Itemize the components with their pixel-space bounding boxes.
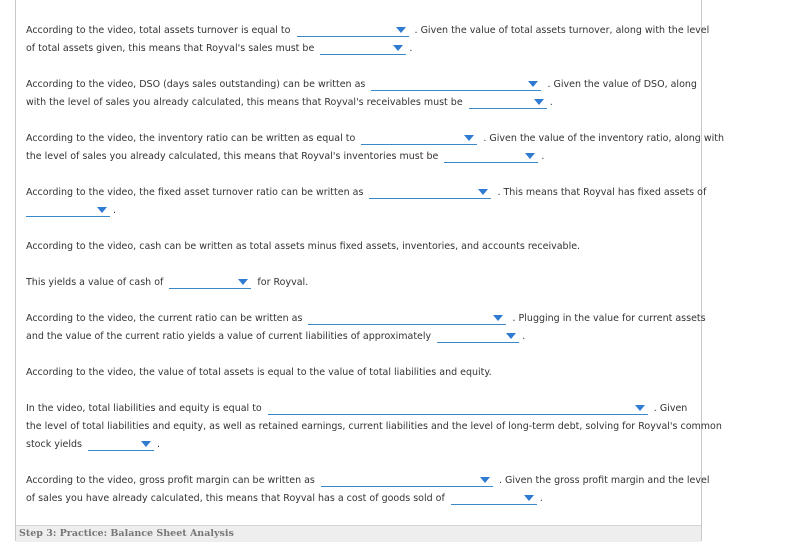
q3-text-c: the level of sales you already calculated, this means that Royval's inventories must be: [26, 151, 439, 162]
q5-text-a: This yields a value of cash of: [26, 277, 164, 288]
cash-note: According to the video, cash can be written as total assets minus fixed assets, inventories, and accounts receivable.: [26, 241, 581, 252]
chevron-down-icon: [528, 81, 538, 87]
total-liabilities-equity-dropdown[interactable]: [268, 403, 648, 415]
chevron-down-icon: [506, 333, 516, 339]
q7-line1: [26, 403, 687, 415]
sales-dropdown[interactable]: [320, 43, 406, 55]
q2-line1: [26, 79, 697, 91]
fixed-assets-dropdown[interactable]: [26, 205, 110, 217]
step-title: Step 3: Practice: Balance Sheet Analysis: [19, 528, 234, 539]
q8-text-b: . Given the gross profit margin and the level: [498, 475, 710, 486]
q6-line1: [26, 313, 706, 325]
common-stock-dropdown[interactable]: [88, 439, 154, 451]
q1-text-b: . Given the value of total assets turnover, along with the level: [414, 25, 710, 36]
step-footer[interactable]: [16, 525, 701, 542]
q7-line3: [26, 439, 160, 451]
q4-text-d: .: [113, 205, 117, 216]
chevron-down-icon: [635, 405, 645, 411]
total-assets-turnover-dropdown[interactable]: [297, 25, 409, 37]
q2-text-a: According to the video, DSO (days sales outstanding) can be written as: [26, 79, 366, 90]
chevron-down-icon: [478, 189, 488, 195]
current-ratio-dropdown[interactable]: [308, 313, 506, 325]
gross-profit-margin-dropdown[interactable]: [321, 475, 493, 487]
chevron-down-icon: [396, 27, 406, 33]
inventories-dropdown[interactable]: [444, 151, 538, 163]
chevron-down-icon: [480, 477, 490, 483]
q8-text-d: .: [539, 493, 543, 504]
q7-text-c: the level of total liabilities and equity, as well as retained earnings, current liabilities and the level of long-term debt, solving for Royval's common: [26, 421, 722, 432]
q8-text-c: of sales you have already calculated, this means that Royval has a cost of goods sold of: [26, 493, 445, 504]
q8-line2: [26, 493, 543, 505]
q7-text-d: stock yields: [26, 439, 82, 450]
q6-line2: [26, 331, 525, 343]
q6-text-a: According to the video, the current ratio can be written as: [26, 313, 303, 324]
question-panel: [15, 0, 724, 541]
q3-line1: [26, 133, 724, 145]
chevron-down-icon: [524, 495, 534, 501]
dso-formula-dropdown[interactable]: [371, 79, 541, 91]
chevron-down-icon: [141, 441, 151, 447]
current-liabilities-dropdown[interactable]: [437, 331, 519, 343]
q3-line2: [26, 151, 544, 163]
cogs-dropdown[interactable]: [451, 493, 537, 505]
q1-text-c: of total assets given, this means that Royval's sales must be: [26, 43, 315, 54]
chevron-down-icon: [238, 279, 248, 285]
q4-text-b: . This means that Royval has fixed assets of: [497, 187, 707, 198]
q7-text-b: . Given: [653, 403, 688, 414]
chevron-down-icon: [393, 45, 403, 51]
q7-line2: [26, 421, 722, 433]
q2-text-d: .: [549, 97, 553, 108]
q3-text-b: . Given the value of the inventory ratio, along with: [483, 133, 724, 144]
q2-text-c: with the level of sales you already calculated, this means that Royval's receivables must be: [26, 97, 463, 108]
q4-line2: [26, 205, 116, 217]
q3-text-d: .: [541, 151, 545, 162]
chevron-down-icon: [493, 315, 503, 321]
fixed-asset-turnover-dropdown[interactable]: [369, 187, 491, 199]
cash-dropdown[interactable]: [169, 277, 251, 289]
q2-line2: [26, 97, 553, 109]
receivables-dropdown[interactable]: [469, 97, 547, 109]
q6-text-c: and the value of the current ratio yields a value of current liabilities of approximately: [26, 331, 432, 342]
chevron-down-icon: [525, 153, 535, 159]
q8-line1: [26, 475, 709, 487]
q4-text-a: According to the video, the fixed asset turnover ratio can be written as: [26, 187, 364, 198]
q4-line1: [26, 187, 706, 199]
q1-text-a: According to the video, total assets turnover is equal to: [26, 25, 291, 36]
q1-line2: [26, 43, 412, 55]
q1-line1: [26, 25, 709, 37]
q8-text-a: According to the video, gross profit margin can be written as: [26, 475, 315, 486]
equity-note: According to the video, the value of total assets is equal to the value of total liabilities and equity.: [26, 367, 492, 378]
q5-text-b: for Royval.: [257, 277, 309, 288]
q7-text-e: .: [157, 439, 161, 450]
chevron-down-icon: [534, 99, 544, 105]
q2-text-b: . Given the value of DSO, along: [547, 79, 697, 90]
q3-text-a: According to the video, the inventory ratio can be written as equal to: [26, 133, 356, 144]
inventory-ratio-dropdown[interactable]: [361, 133, 477, 145]
q6-text-b: . Plugging in the value for current assets: [512, 313, 706, 324]
q6-text-d: .: [522, 331, 526, 342]
chevron-down-icon: [464, 135, 474, 141]
chevron-down-icon: [97, 207, 107, 213]
q5-line1: [26, 277, 308, 289]
q7-text-a: In the video, total liabilities and equity is equal to: [26, 403, 262, 414]
q1-text-d: .: [409, 43, 413, 54]
